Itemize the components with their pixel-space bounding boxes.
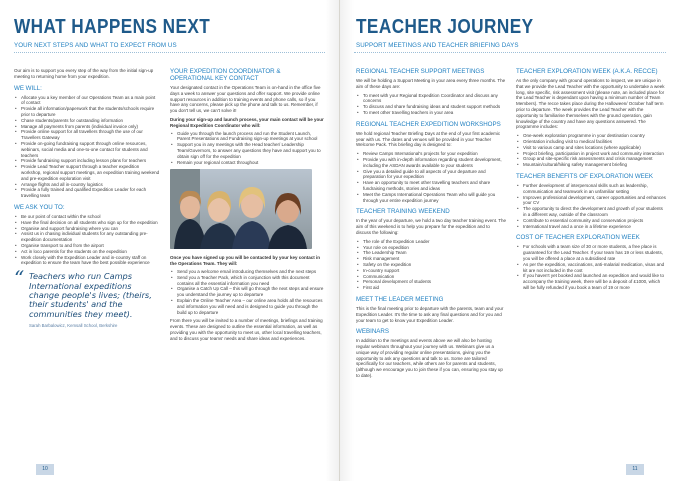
team-photo [170,169,312,249]
title-divider [354,52,666,53]
coordinator-heading: YOUR EXPEDITION COORDINATOR & OPERATIONAL KEY CONTACT [170,68,281,82]
teacher-quote [14,266,160,329]
list-item: • Provide online support for all travellers through the use of our Travellers Gateway [14,129,160,141]
intro-text: Our aim is to support you every step of the way from the initial sign-up meeting to returning home from your expedition. [14,68,154,79]
list-item: • Allocate you a key member of our Operations Team as a main point of contact [14,95,160,107]
list-item: • Explain the Online Teacher Area – our online area holds all the resources and information you will need and is designed to guide you through the build up to departure [170,298,324,315]
team-photo-image [170,169,312,249]
quote-attribution: Sarah Barbalowicz, Kemsall School, Berkshire [29,323,118,329]
list-item: • To discuss and share fundraising ideas and student support methods [356,104,506,110]
list-item: • Provide all information/paperwork that the students/schools require prior to departure [14,106,160,118]
during-intro: During your sign-up and launch process, your main contact will be your Regional Expedition Coordinator who will: [170,116,324,128]
training-heading: TEACHER TRAINING WEEKEND [356,208,450,216]
leader-text: This is the final meeting prior to departure with the parents, team and your Expedition Leader. It's the time to ask any final questions and for you and your team to get to know your Expedition Leader. [356,305,504,323]
list-item: • Act in loco parentis for the students on the expedition [14,249,160,255]
list-item: • If you haven't yet booked and launched an expedition and would like to accompany the training week, there will be a deposit of £1000, which will be fully refunded if you book a team of 19 or more [516,273,666,290]
list-item: • Improves professional development, career opportunities and enhances your CV [516,195,666,207]
list-item: • In-country support [356,268,506,274]
once-list [170,269,324,315]
regional-list [356,93,506,116]
once-intro: Once you have signed up you will be contacted by your key contact in the Operations Team. They will: [170,255,321,267]
workshop-list [356,151,506,203]
we-will-list [14,95,160,199]
we-will-heading: WE WILL: [14,84,42,92]
training-list [356,239,506,291]
list-item: • Have an opportunity to meet other travelling teachers and share fundraising methods, stories and ideas [356,180,506,192]
list-item: • To meet with your Regional Expedition Coordinator and discuss any concerns [356,93,506,105]
list-item: • Organise transport to and from the airport [14,243,160,249]
webinars-heading: WEBINARS [356,328,390,336]
list-item: • Risk management [356,256,506,262]
list-item: • Send you a Teacher Pack, which in conjunction with this document contains all the essential information you need [170,275,324,287]
closing-text: From there you will be invited to a number of meetings, briefings and training events. These are designed to outline the essential information, as well as providing you with the opportunity to meet us, other local travelling teachers, and to discuss your teams' needs and share ideas and experiences. [170,318,323,341]
spine-shadow [325,0,339,481]
page-title: TEACHER JOURNEY [356,16,534,38]
ask-list [14,214,160,266]
list-item: • Meet the Camps International Operations Team who will guide you through your entire expedition journey [356,192,506,204]
workshop-heading: REGIONAL TEACHER EXPEDITION WORKSHOPS [356,120,501,128]
list-item: • Visit to various camp and sites locations (where applicable) [516,145,666,151]
list-item: • Send you a welcome email introducing themselves and the next steps [170,269,324,275]
list-item: • Give you a detailed guide to all aspects of your departure and preparation for your expedition [356,169,506,181]
list-item: • Provide Lead Teacher support through a teacher expedition workshop, regional support meetings, an expedition training weekend and pre-expedition exploration visit [14,164,160,181]
page-subtitle: SUPPORT MEETINGS AND TEACHER BRIEFING DAYS [356,42,519,49]
page-title: WHAT HAPPENS NEXT [14,16,211,38]
list-item: • Work closely with the Expedition Leader and in-country staff on expedition to ensure the team have the best possible experience [14,255,160,267]
training-text: In the year of your departure, we hold a two day teacher training event. The aim of this weekend is to help you prepare for the expedition and to discuss the following: [356,218,507,235]
cost-list [516,244,666,290]
list-item: • The role of the Expedition Leader [356,239,506,245]
recce-list [516,133,666,168]
page-number: 11 [626,464,644,475]
list-item: • Arrange flights and all in-country logistics [14,182,160,188]
list-item: • Provide you with in-depth information regarding student development, including the ASDAN awards available to your students [356,157,506,169]
list-item: • Have the final decision on all students who sign up for the expedition [14,220,160,226]
leader-heading: MEET THE LEADER MEETING [356,295,444,303]
list-item: • Review Camps International's projects for your expedition [356,151,506,157]
list-item: • Remain your regional contact throughout [170,160,324,166]
list-item: • Group and site-specific risk assessments and crisis management [516,156,666,162]
spine-shadow [340,0,354,481]
list-item: • Orientation including visit to medical facilities [516,139,666,145]
benefits-heading: TEACHER BENEFITS OF EXPLORATION WEEK [516,172,654,180]
list-item: • Communication [356,274,506,280]
left-column-2 [170,68,324,345]
regional-heading: REGIONAL TEACHER SUPPORT MEETINGS [356,68,485,75]
right-page [340,0,680,481]
list-item: • To meet other travelling teachers in your area [356,110,506,116]
list-item: • Organise a Catch Up Call – this will go through the next steps and ensure you understand the journey up to departure [170,286,324,298]
title-divider [14,52,325,53]
cost-heading: COST OF TEACHER EXPLORATION WEEK [516,234,640,242]
list-item: • As per the expedition, vaccinations, anti-malarial medication, visas and kit are not included in the cost [516,262,666,274]
right-column-2 [516,68,666,294]
list-item: • For schools with a team size of 30 or more students, a free place is guaranteed for the Lead Teacher. If your team has 19 or less students, you will be offered a place at a subsidised rate [516,244,666,261]
list-item: • Organise and support fundraising where you can [14,226,160,232]
list-item: • Provide fundraising support including lesson plans for teachers [14,158,160,164]
list-item: • Mountain/cultural/hiking safety management briefing [516,162,666,168]
recce-text: As the only company with ground operations to inspect, we are unique in that we provide the Lead Teacher with the opportunity to undertake a week long, site specific, risk assessment visit (please note, an included place for the Lead Teacher is dependant upon having a minimum number of Team Members). The recce takes place during the Halloween/ October half term prior to departure. The week provides the Lead Teacher with the opportunity to familiarise themselves with the ground operation, gain knowledge of the country and have any questions answered. The programme includes: [516,78,665,130]
workshop-text: We hold regional Teacher Briefing Days at the end of your first academic year with us. The dates and venues will be provided in your Teacher Welcome Pack. This briefing day is designed to: [356,130,501,148]
coordinator-text: Your designated contact in the Operations Team is on-hand in the office five days a week to answer your questions and offer support. We provide online support resources in addition to training events and phone calls, so if you have any concerns, please pick up the phone and talk to us. Remember, if you don't tell us, we can't solve it! [170,85,321,114]
list-item: • Manage all payments from parents (individual invoice only) [14,124,160,130]
quote-text: Teachers who run Camps International expeditions change people's lives; (theirs, their students' and the communities they meet). [29,271,152,319]
list-item: • Chase students/parents for outstanding information [14,118,160,124]
list-item: • Guide you through the launch process and run the Student Launch, Parent Presentations and Fundraising sign-up meetings at your school [170,131,324,143]
quote-mark-icon: “ [14,266,25,291]
list-item: • Personal development of students [356,279,506,285]
list-item: • Project briefing, participation in project work and community interaction [516,151,666,157]
regional-text: We will be holding a Support Meeting in your area every three months. The aim of these days are: [356,78,506,89]
webinars-text: In addition to the meetings and events above we will also be hosting regular webinars throughout your journey with us. Webinars give us a unique way of providing regular online presentations, giving you the opportunity to ask any questions and talk to us. Some are tailored specifically for our teachers, while others are for parents and students, (although we encourage you to join these if you can, ensuring you stay up to date). [356,338,503,379]
page-subtitle: YOUR NEXT STEPS AND WHAT TO EXPECT FROM US [14,42,177,49]
list-item: • Provide on-going fundraising support through online resources, webinars, social media and one-to-one contact for students and teachers [14,141,160,158]
list-item: • First aid [356,285,506,291]
list-item: • Your role on expedition [356,245,506,251]
list-item: • Safety on the expedition [356,262,506,268]
list-item: • Contribute to essential community and conservation projects [516,218,666,224]
page-number: 10 [36,464,54,475]
list-item: • Assist us in chasing individual students for any outstanding pre-expedition documentation [14,231,160,243]
list-item: • International travel and a once in a lifetime experience [516,224,666,230]
recce-heading: TEACHER EXPLORATION WEEK (A.K.A. RECCE) [516,68,658,75]
list-item: • Support you in any meetings with the Head teacher/ Leadership Team/Governors, to answer any questions they have and support you to obtain sign off for the expedition [170,142,324,159]
list-item: • One-week exploration programme in your destination country [516,133,666,139]
during-list [170,131,324,166]
list-item: • The Leadership Team [356,250,506,256]
list-item: • The opportunity to direct the development and growth of your students in a different way, outside of the classroom [516,206,666,218]
ask-heading: WE ASK YOU TO: [14,203,65,211]
list-item: • Further development of interpersonal skills such as leadership, communication and teamwork in an unfamiliar setting [516,183,666,195]
list-item: • Provide a fully trained and qualified Expedition Leader for each travelling team [14,187,160,199]
right-column-1 [356,68,506,382]
list-item: • Be our point of contact within the school [14,214,160,220]
left-column-1 [14,68,160,329]
benefits-list [516,183,666,229]
